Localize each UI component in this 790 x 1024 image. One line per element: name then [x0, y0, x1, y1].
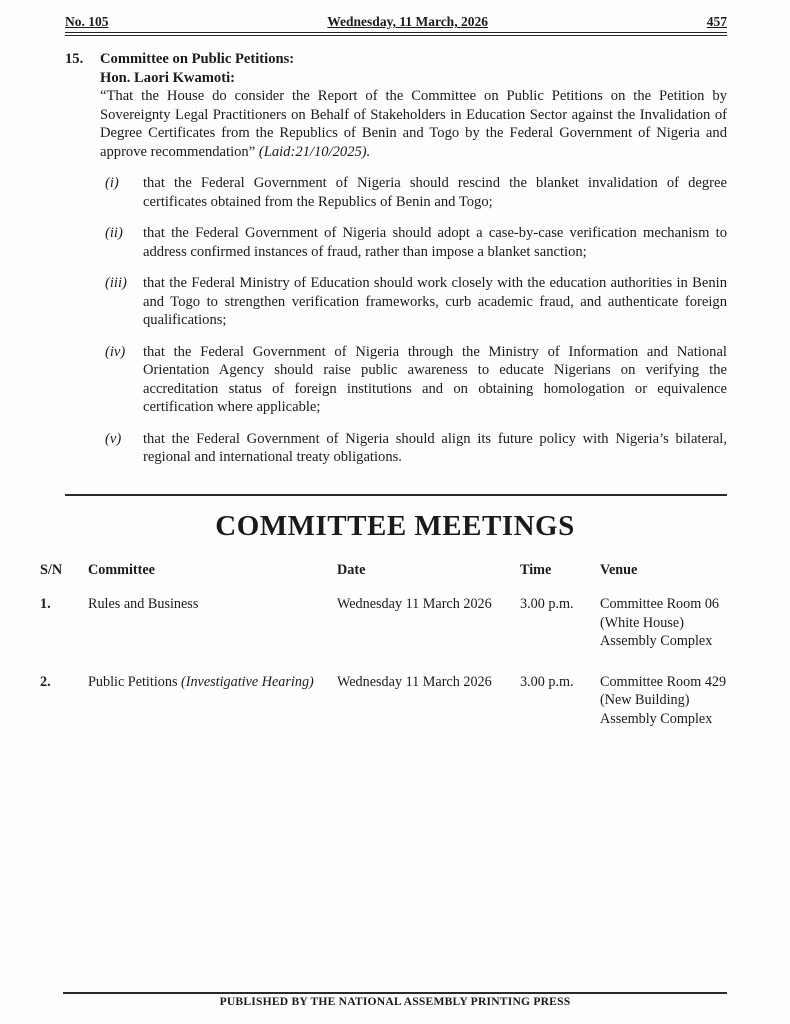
cell-time: 3.00 p.m.: [520, 673, 574, 690]
cell-date: Wednesday 11 March 2026: [337, 673, 492, 690]
rec-marker: (v): [105, 430, 122, 447]
col-header-date: Date: [337, 561, 366, 578]
item-title: Committee on Public Petitions:: [100, 51, 295, 67]
cell-committee: [88, 673, 337, 729]
rec-text: that the Federal Government of Nigeria should rescind the blanket invalidation of degree certificates obtained from the Republics of Benin and Togo;: [143, 175, 727, 210]
venue-line: Committee Room 429: [600, 673, 727, 690]
venue-line: Assembly Complex: [600, 710, 713, 727]
recommendation-item: [105, 430, 727, 467]
rec-marker: (ii): [105, 225, 123, 241]
section-title: COMMITTEE MEETINGS: [215, 509, 575, 542]
recommendation-item: [105, 174, 727, 211]
footer-imprint: PUBLISHED BY THE NATIONAL ASSEMBLY PRINTING PRESS: [219, 995, 571, 1008]
venue-line: Committee Room 06: [600, 596, 720, 612]
section-divider-rule: [65, 494, 727, 496]
page-footer: [63, 992, 727, 1008]
venue-line: Assembly Complex: [600, 633, 713, 649]
committee-note: (Investigative Hearing): [181, 673, 314, 690]
cell-date: Wednesday 11 March 2026: [337, 596, 492, 612]
recommendation-item: [105, 224, 727, 261]
col-header-committee: Committee: [88, 561, 155, 578]
rec-marker: (iv): [105, 343, 126, 360]
item-sponsor: Hon. Laori Kwamoti:: [100, 69, 235, 86]
header-double-rule: [65, 35, 727, 36]
header-date: Wednesday, 11 March, 2026: [327, 14, 488, 29]
motion-paragraph: [100, 87, 727, 161]
cell-venue: [600, 673, 727, 729]
laid-note: (Laid:21/10/2025).: [258, 143, 371, 160]
recommendation-list: [105, 174, 727, 467]
cell-time: 3.00 p.m.: [520, 596, 574, 612]
table-row: [40, 673, 727, 729]
item-number: 15.: [65, 51, 84, 67]
page-number: 457: [706, 14, 727, 29]
meetings-table-header: [40, 561, 727, 580]
venue-line: (New Building): [600, 692, 690, 708]
item-body: [100, 50, 727, 480]
order-item-head: [65, 50, 727, 480]
table-row: [40, 595, 727, 651]
rec-text: that the Federal Government of Nigeria should align its future policy with Nigeria’s bilateral, regional and international treaty obligations.: [143, 430, 727, 465]
cell-venue: [600, 595, 727, 651]
col-header-sn: S/N: [40, 561, 63, 578]
order-item-15: [65, 50, 727, 480]
col-header-time: Time: [520, 561, 552, 578]
footer-rule: [63, 992, 727, 994]
rec-marker: (i): [105, 175, 119, 191]
cell-sn: 2.: [40, 673, 51, 690]
cell-sn: 1.: [40, 596, 51, 612]
rec-text: that the Federal Government of Nigeria should adopt a case-by-case verification mechanism to address confirmed instances of fraud, rather than impose a blanket sanction;: [143, 225, 727, 260]
rec-marker: (iii): [105, 275, 127, 291]
rec-text: that the Federal Government of Nigeria through the Ministry of Information and National Orientation Agency should raise public awareness to educate Nigerians on verifying the accreditation status of foreign institutions and on obtaining homologation or equivalence certification where applicable;: [143, 343, 727, 415]
motion-text: “That the House do consider the Report of the Committee on Public Petitions on the Petition by Sovereignty Legal Practitioners on Behalf of Stakeholders in Education Sector against the Invalidation of Degree Certificates from the Republics of Benin and Togo by the Federal Government of Nigeria and approve recommendation”: [100, 88, 727, 160]
meetings-table: [40, 561, 727, 729]
recommendation-item: [105, 343, 727, 417]
recommendation-item: [105, 274, 727, 330]
venue-line: (White House): [600, 614, 684, 631]
rec-text: that the Federal Ministry of Education should work closely with the education authorities in Benin and Togo to strengthen verification frameworks, curb academic fraud, and authenticate foreign qualifications;: [143, 275, 727, 328]
committee-name: Rules and Business: [88, 596, 199, 612]
cell-committee: [88, 595, 337, 651]
issue-number: No. 105: [65, 14, 109, 29]
col-header-venue: Venue: [600, 561, 638, 578]
committee-name: Public Petitions: [88, 673, 182, 690]
running-header: [65, 14, 727, 33]
